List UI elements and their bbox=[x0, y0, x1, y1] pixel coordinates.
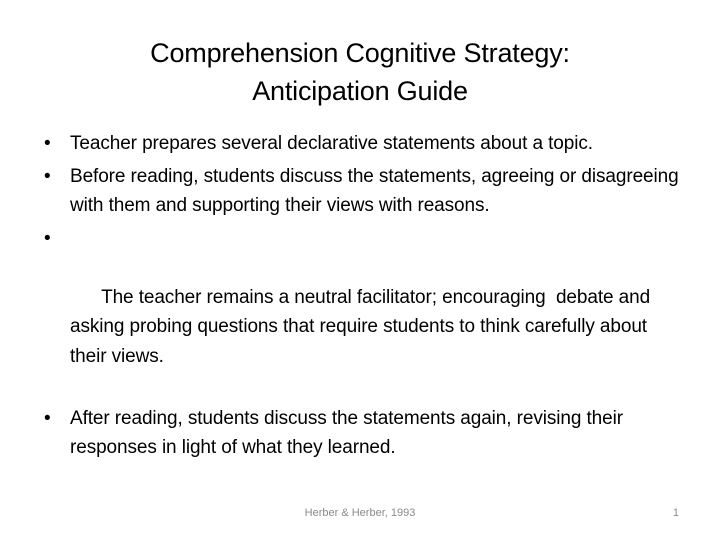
page-number: 1 bbox=[672, 507, 679, 519]
bullet-item bbox=[44, 224, 684, 401]
bullet-text: Teacher prepares several declarative statements about a topic. bbox=[70, 133, 593, 154]
title-line-1: Comprehension Cognitive Strategy: bbox=[150, 38, 570, 68]
footer-citation: Herber & Herber, 1993 bbox=[304, 507, 416, 519]
bullet-dot-icon: • bbox=[44, 165, 51, 187]
bullet-dot-icon: • bbox=[44, 407, 51, 429]
bullet-text: After reading, students discuss the statements again, revising their responses in light of what they learned. bbox=[70, 407, 623, 458]
bullet-list bbox=[44, 129, 684, 466]
slide-title bbox=[40, 34, 680, 110]
bullet-text: Before reading, students discuss the statements, agreeing or disagreeing with them and supporting their views with reasons. bbox=[70, 165, 679, 216]
title-line-2: Anticipation Guide bbox=[252, 76, 468, 106]
bullet-dot-icon: • bbox=[44, 133, 51, 154]
bullet-item bbox=[44, 162, 684, 221]
bullet-text: The teacher remains a neutral facilitator; encouraging debate and asking probing questions that require students to think carefully about their views. bbox=[70, 286, 656, 367]
bullet-item bbox=[44, 404, 684, 463]
bullet-dot-icon: • bbox=[44, 227, 51, 249]
bullet-item bbox=[44, 129, 684, 159]
